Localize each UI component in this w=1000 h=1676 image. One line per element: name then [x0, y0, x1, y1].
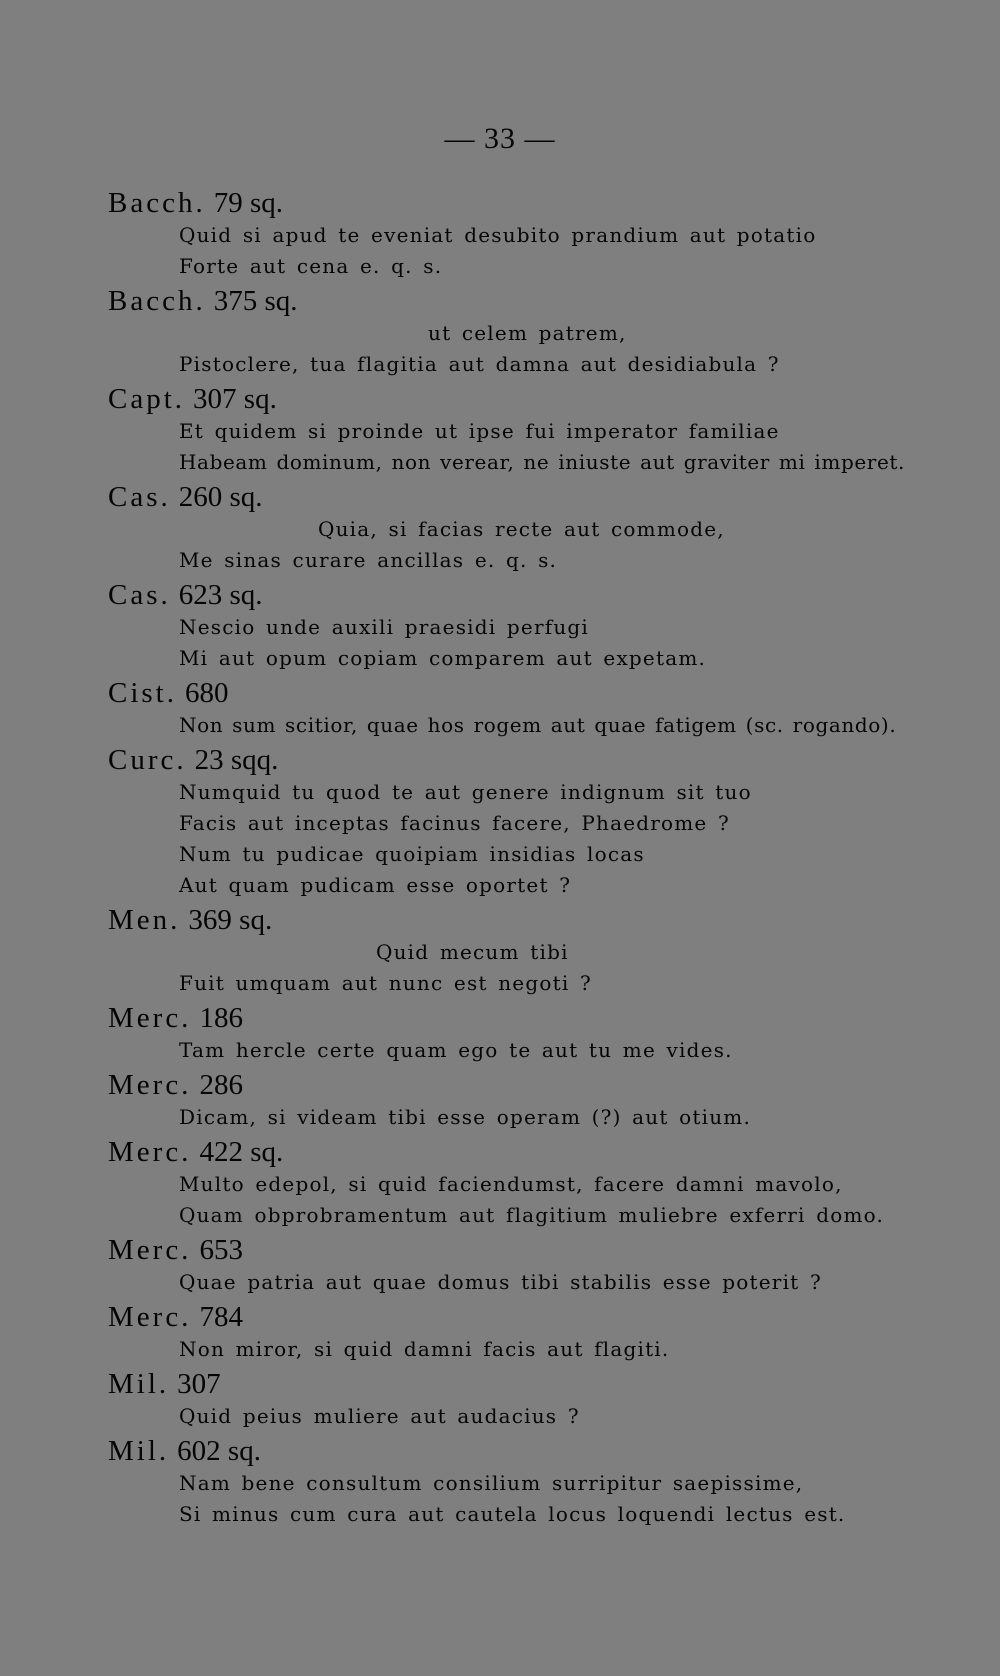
citation-entry — [0, 186, 1000, 282]
quotation-line: Dicam, si videam tibi esse operam (?) aut otium. — [179, 1105, 752, 1129]
citation-entry — [0, 1367, 1000, 1432]
citation-entry — [0, 1300, 1000, 1365]
work-abbreviation: Bacch. — [108, 285, 206, 317]
quotation-block — [0, 220, 1000, 282]
citation-reference — [108, 284, 1000, 318]
citation-entry — [0, 1434, 1000, 1530]
citation-reference — [108, 1233, 1000, 1267]
quotation-line: Habeam dominum, non verear, ne iniuste aut graviter mi imperet. — [179, 450, 905, 474]
quotation-line: Quam obprobramentum aut flagitium muliebre exferri domo. — [179, 1203, 885, 1227]
verse-location: 286 — [199, 1069, 243, 1101]
work-abbreviation: Merc. — [108, 1002, 192, 1034]
verse-location: 186 — [199, 1002, 243, 1034]
citation-entry — [0, 676, 1000, 741]
quotation-line: Numquid tu quod te aut genere indignum sit tuo — [179, 780, 752, 804]
citation-reference — [108, 1367, 1000, 1401]
citation-entry — [0, 1001, 1000, 1066]
work-abbreviation: Capt. — [108, 383, 186, 415]
work-abbreviation: Merc. — [108, 1136, 192, 1168]
verse-location: 260 sq. — [178, 481, 263, 513]
quotation-line: Quae patria aut quae domus tibi stabilis esse poterit ? — [179, 1270, 822, 1294]
quotation-block — [0, 1035, 1000, 1066]
quotation-line: Facis aut inceptas facinus facere, Phaedrome ? — [179, 811, 730, 835]
citation-entry — [0, 743, 1000, 901]
verse-location: 79 sq. — [213, 187, 284, 219]
quotation-line: Et quidem si proinde ut ipse fui imperator familiae — [179, 419, 780, 443]
verse-location: 602 sq. — [177, 1435, 261, 1467]
verse-location: 784 — [199, 1301, 243, 1333]
quotation-line: Non sum scitior, quae hos rogem aut quae fatigem (sc. rogando). — [179, 713, 897, 737]
work-abbreviation: Bacch. — [108, 187, 206, 219]
quotation-line: Quid si apud te eveniat desubito prandium aut potatio — [179, 223, 817, 247]
citation-reference — [108, 676, 1000, 710]
citation-entry — [0, 578, 1000, 674]
work-abbreviation: Cas. — [108, 481, 171, 513]
quotation-line: Multo edepol, si quid faciendumst, facere damni mavolo, — [179, 1172, 843, 1196]
quotation-line: Aut quam pudicam esse oportet ? — [179, 873, 572, 897]
work-abbreviation: Cist. — [108, 677, 177, 709]
quotation-line: Non miror, si quid damni facis aut flagiti. — [179, 1337, 670, 1361]
verse-location: 23 sqq. — [194, 744, 279, 776]
citation-reference — [108, 1068, 1000, 1102]
verse-location: 307 — [177, 1368, 221, 1400]
citation-entry — [0, 1233, 1000, 1298]
citation-reference — [108, 1135, 1000, 1169]
quotation-block — [0, 416, 1000, 478]
quotation-line: Forte aut cena e. q. s. — [179, 254, 443, 278]
quotation-block — [0, 514, 1000, 576]
citation-reference — [108, 1001, 1000, 1035]
citation-entry — [0, 382, 1000, 478]
quotation-block — [0, 1401, 1000, 1432]
citation-reference — [108, 1434, 1000, 1468]
verse-location: 422 sq. — [199, 1136, 284, 1168]
quotation-line: Quid peius muliere aut audacius ? — [179, 1404, 580, 1428]
citation-reference — [108, 903, 1000, 937]
quotation-block — [0, 1468, 1000, 1530]
citation-entry — [0, 1068, 1000, 1133]
quotation-block — [0, 612, 1000, 674]
citation-reference — [108, 578, 1000, 612]
quotation-line: Tam hercle certe quam ego te aut tu me vides. — [179, 1038, 733, 1062]
work-abbreviation: Mil. — [108, 1368, 170, 1400]
page-number: — 33 — — [444, 122, 556, 155]
quotation-block — [0, 1102, 1000, 1133]
citation-entry — [0, 480, 1000, 576]
verse-location: 623 sq. — [178, 579, 263, 611]
quotation-block — [0, 710, 1000, 741]
quotation-block — [0, 1169, 1000, 1231]
quotation-block — [0, 1267, 1000, 1298]
citation-reference — [108, 382, 1000, 416]
verse-location: 653 — [199, 1234, 243, 1266]
quotation-line: Pistoclere, tua flagitia aut damna aut desidiabula ? — [179, 352, 780, 376]
work-abbreviation: Merc. — [108, 1301, 192, 1333]
quotation-line: Quid mecum tibi — [376, 940, 569, 964]
work-abbreviation: Curc. — [108, 744, 187, 776]
verse-location: 680 — [185, 677, 229, 709]
citation-reference — [108, 743, 1000, 777]
quotation-block — [0, 937, 1000, 999]
verse-location: 369 sq. — [188, 904, 273, 936]
quotation-line: Si minus cum cura aut cautela locus loquendi lectus est. — [179, 1502, 846, 1526]
citation-list — [0, 186, 1000, 1532]
work-abbreviation: Men. — [108, 904, 181, 936]
quotation-block — [0, 1334, 1000, 1365]
work-abbreviation: Merc. — [108, 1069, 192, 1101]
work-abbreviation: Mil. — [108, 1435, 170, 1467]
quotation-line: Quia, si facias recte aut commode, — [318, 517, 725, 541]
quotation-line: Mi aut opum copiam comparem aut expetam. — [179, 646, 707, 670]
citation-entry — [0, 903, 1000, 999]
work-abbreviation: Merc. — [108, 1234, 192, 1266]
work-abbreviation: Cas. — [108, 579, 171, 611]
quotation-line: Nam bene consultum consilium surripitur saepissime, — [179, 1471, 804, 1495]
verse-location: 307 sq. — [193, 383, 277, 415]
citation-reference — [108, 480, 1000, 514]
citation-entry — [0, 1135, 1000, 1231]
verse-location: 375 sq. — [213, 285, 298, 317]
citation-entry — [0, 284, 1000, 380]
citation-reference — [108, 1300, 1000, 1334]
citation-reference — [108, 186, 1000, 220]
quotation-line: ut celem patrem, — [428, 321, 627, 345]
quotation-line: Fuit umquam aut nunc est negoti ? — [179, 971, 592, 995]
quotation-block — [0, 318, 1000, 380]
quotation-line: Num tu pudicae quoipiam insidias locas — [179, 842, 645, 866]
quotation-line: Nescio unde auxili praesidi perfugi — [179, 615, 590, 639]
quotation-block — [0, 777, 1000, 901]
quotation-line: Me sinas curare ancillas e. q. s. — [179, 548, 558, 572]
